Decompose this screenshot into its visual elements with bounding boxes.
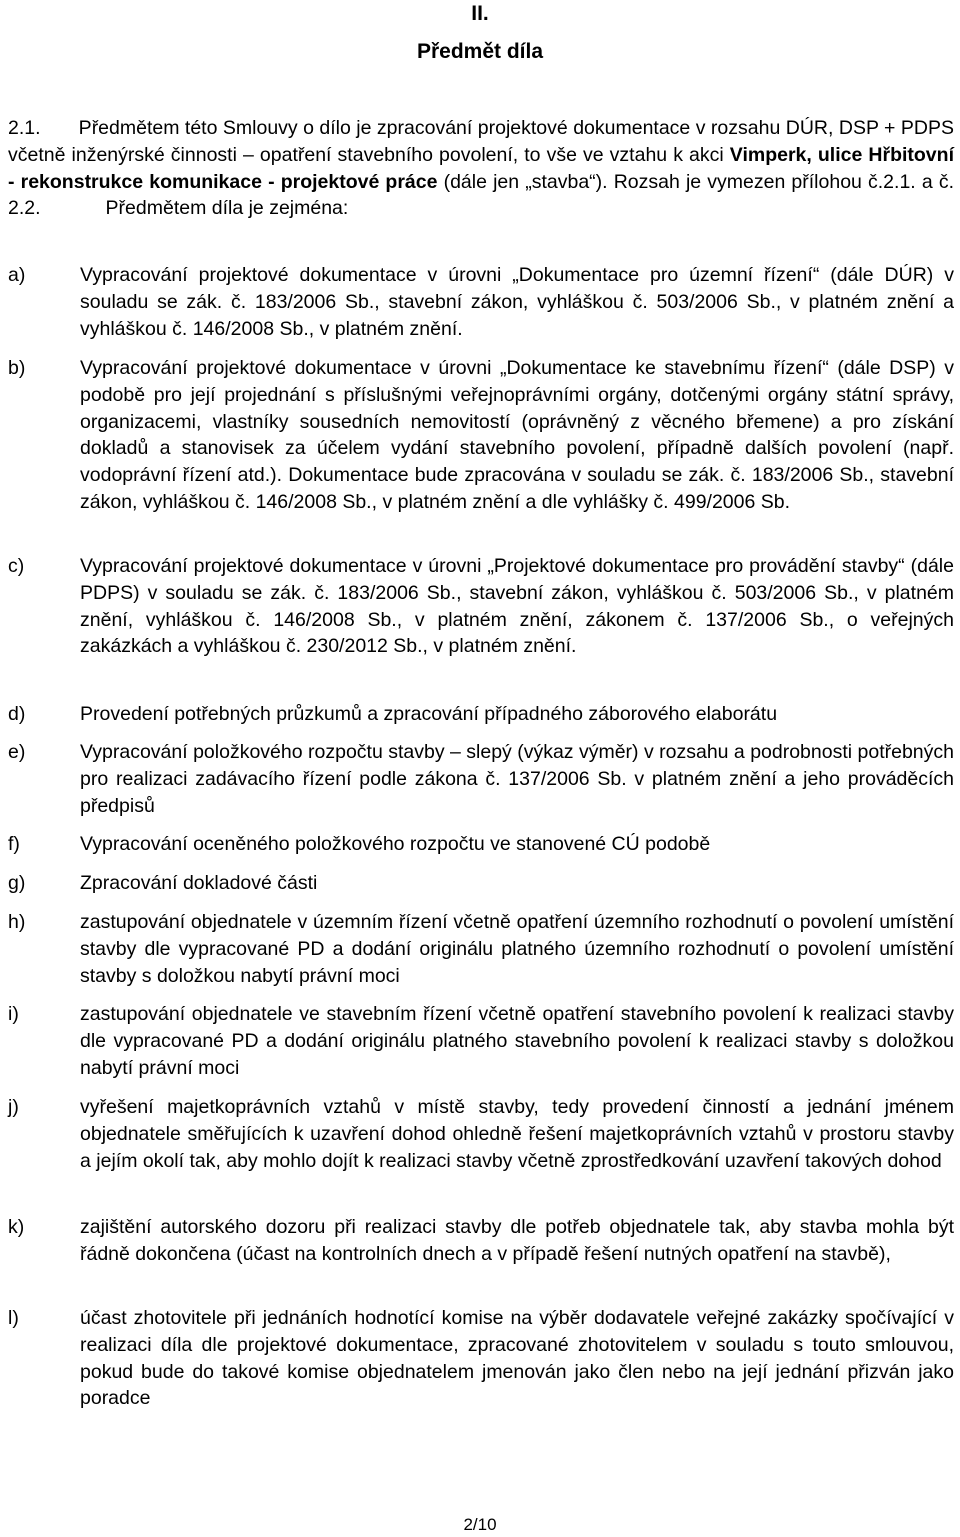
list-item-c bbox=[8, 553, 954, 660]
list-item-label: f) bbox=[8, 833, 20, 855]
list-item-label: d) bbox=[8, 703, 26, 725]
list-item-k bbox=[8, 1214, 954, 1268]
list-item-d bbox=[8, 701, 954, 728]
section-number: II. bbox=[471, 2, 489, 25]
list-item-j bbox=[8, 1094, 954, 1174]
list-item-text: zajištění autorského dozoru při realizaci stavby dle potřeb objednatele tak, aby stavba mohla být řádně dokončena (účast na kontrolních dnech a v případě řešení nutných opatření na stavbě), bbox=[80, 1216, 954, 1265]
list-item-text: vyřešení majetkoprávních vztahů v místě stavby, tedy provedení činností a jednání jménem objednatele směřujících k uzavření dohod ohledně řešení majetkoprávních vztahů v prostoru stavby a jejím okolí tak, aby mohlo dojít k realizaci stavby včetně zprostředkování uzavření takových dohod bbox=[80, 1096, 954, 1172]
list-item-l bbox=[8, 1305, 954, 1412]
list-item-e bbox=[8, 739, 954, 819]
list-item-i bbox=[8, 1001, 954, 1081]
list-item-label: h) bbox=[8, 911, 26, 933]
list-item-label: k) bbox=[8, 1216, 25, 1238]
list-item-text: Provedení potřebných průzkumů a zpracování případného záborového elaborátu bbox=[80, 703, 778, 725]
list-item-text: zastupování objednatele ve stavebním řízení včetně opatření stavebního povolení k realizaci stavby dle vypracované PD a dodání originálu platného stavebního povolení k realizaci stavby s doložkou nabytí právní moci bbox=[80, 1003, 954, 1079]
list-item-text: zastupování objednatele v územním řízení včetně opatření územního rozhodnutí o povolení umístění stavby dle vypracované PD a dodání originálu platného územního rozhodnutí o povolení umístění stavby s doložkou nabytí právní moci bbox=[80, 911, 954, 987]
list-item-text: Vypracování projektové dokumentace v úrovni „Dokumentace ke stavebnímu řízení“ (dále DSP) v podobě pro její projednání s příslušnými veřejnoprávními orgány, dotčenými orgány státní správy, organizacemi, vlastníky sousedních nemovitostí (oprávněný z věcného břemene) a pro získání dokladů a stanovisek za účelem vydání stavebního povolení, případně dalších povolení (např. vodoprávní řízení atd.). Dokumentace bude zpracována v souladu se zák. č. 183/2006 Sb., stavební zákon, vyhláškou č. 146/2008 Sb., v platném znění a dle vyhlášky č. 499/2006 Sb. bbox=[80, 357, 954, 513]
intro-text-2: (dále jen „stavba“). Rozsah je vymezen přílohou č.2.1. a č. 2.2. Předmětem díla je zejména: bbox=[8, 170, 954, 220]
intro-project-name: Vimperk, ulice Hřbitovní - rekonstrukce komunikace - projektové práce bbox=[8, 143, 954, 193]
list-item-label: e) bbox=[8, 741, 26, 763]
list-item-label: j) bbox=[8, 1096, 19, 1118]
list-item-a bbox=[8, 262, 954, 342]
list-item-label: b) bbox=[8, 357, 26, 379]
list-item-text: Vypracování oceněného položkového rozpočtu ve stanovené CÚ podobě bbox=[80, 833, 711, 855]
list-item-text: účast zhotovitele při jednáních hodnotící komise na výběr dodavatele veřejné zakázky spočívající v realizaci díla dle projektové dokumentace, zpracované zhotovitelem v souladu s touto smlouvou, pokud bude do takové komise objednatelem jmenován jako člen nebo na její jednání přizván jako poradce bbox=[80, 1307, 954, 1410]
list-item-f bbox=[8, 831, 954, 858]
page-number: 2/10 bbox=[463, 1515, 497, 1534]
list-item-g bbox=[8, 870, 954, 897]
list-item-label: a) bbox=[8, 264, 26, 286]
list-item-text: Vypracování položkového rozpočtu stavby – slepý (výkaz výměr) v rozsahu a podrobnosti potřebných pro realizaci zadávacího řízení podle zákona č. 137/2006 Sb. v platném znění a jeho prováděcích předpisů bbox=[80, 741, 954, 817]
list-item-label: l) bbox=[8, 1307, 19, 1329]
list-item-text: Vypracování projektové dokumentace v úrovni „Dokumentace pro územní řízení“ (dále DÚR) v souladu se zák. č. 183/2006 Sb., stavební zákon, vyhláškou č. 503/2006 Sb., v platném znění a vyhláškou č. 146/2008 Sb., v platném znění. bbox=[80, 264, 954, 340]
list-item-text: Vypracování projektové dokumentace v úrovni „Projektové dokumentace pro provádění stavby“ (dále PDPS) v souladu se zák. č. 183/2006 Sb., stavební zákon, vyhláškou č. 503/2006 Sb., v platném znění, vyhláškou č. 146/2008 Sb., v platném znění, zákonem č. 137/2006 Sb., o veřejných zakázkách a vyhláškou č. 230/2012 Sb., v platném znění. bbox=[80, 555, 954, 658]
list-item-label: i) bbox=[8, 1003, 19, 1025]
section-title: Předmět díla bbox=[416, 40, 544, 63]
list-item-text: Zpracování dokladové části bbox=[80, 872, 318, 894]
intro-paragraph bbox=[8, 115, 954, 222]
list-item-h bbox=[8, 909, 954, 989]
list-item-b bbox=[8, 355, 954, 516]
list-item-label: g) bbox=[8, 872, 26, 894]
intro-text-1: 2.1. Předmětem této Smlouvy o dílo je zpracování projektové dokumentace v rozsahu DÚR, DSP + PDPS včetně inženýrské činnosti – opatření stavebního povolení, to vše ve vztahu k akci bbox=[8, 117, 954, 166]
list-item-label: c) bbox=[8, 555, 25, 577]
